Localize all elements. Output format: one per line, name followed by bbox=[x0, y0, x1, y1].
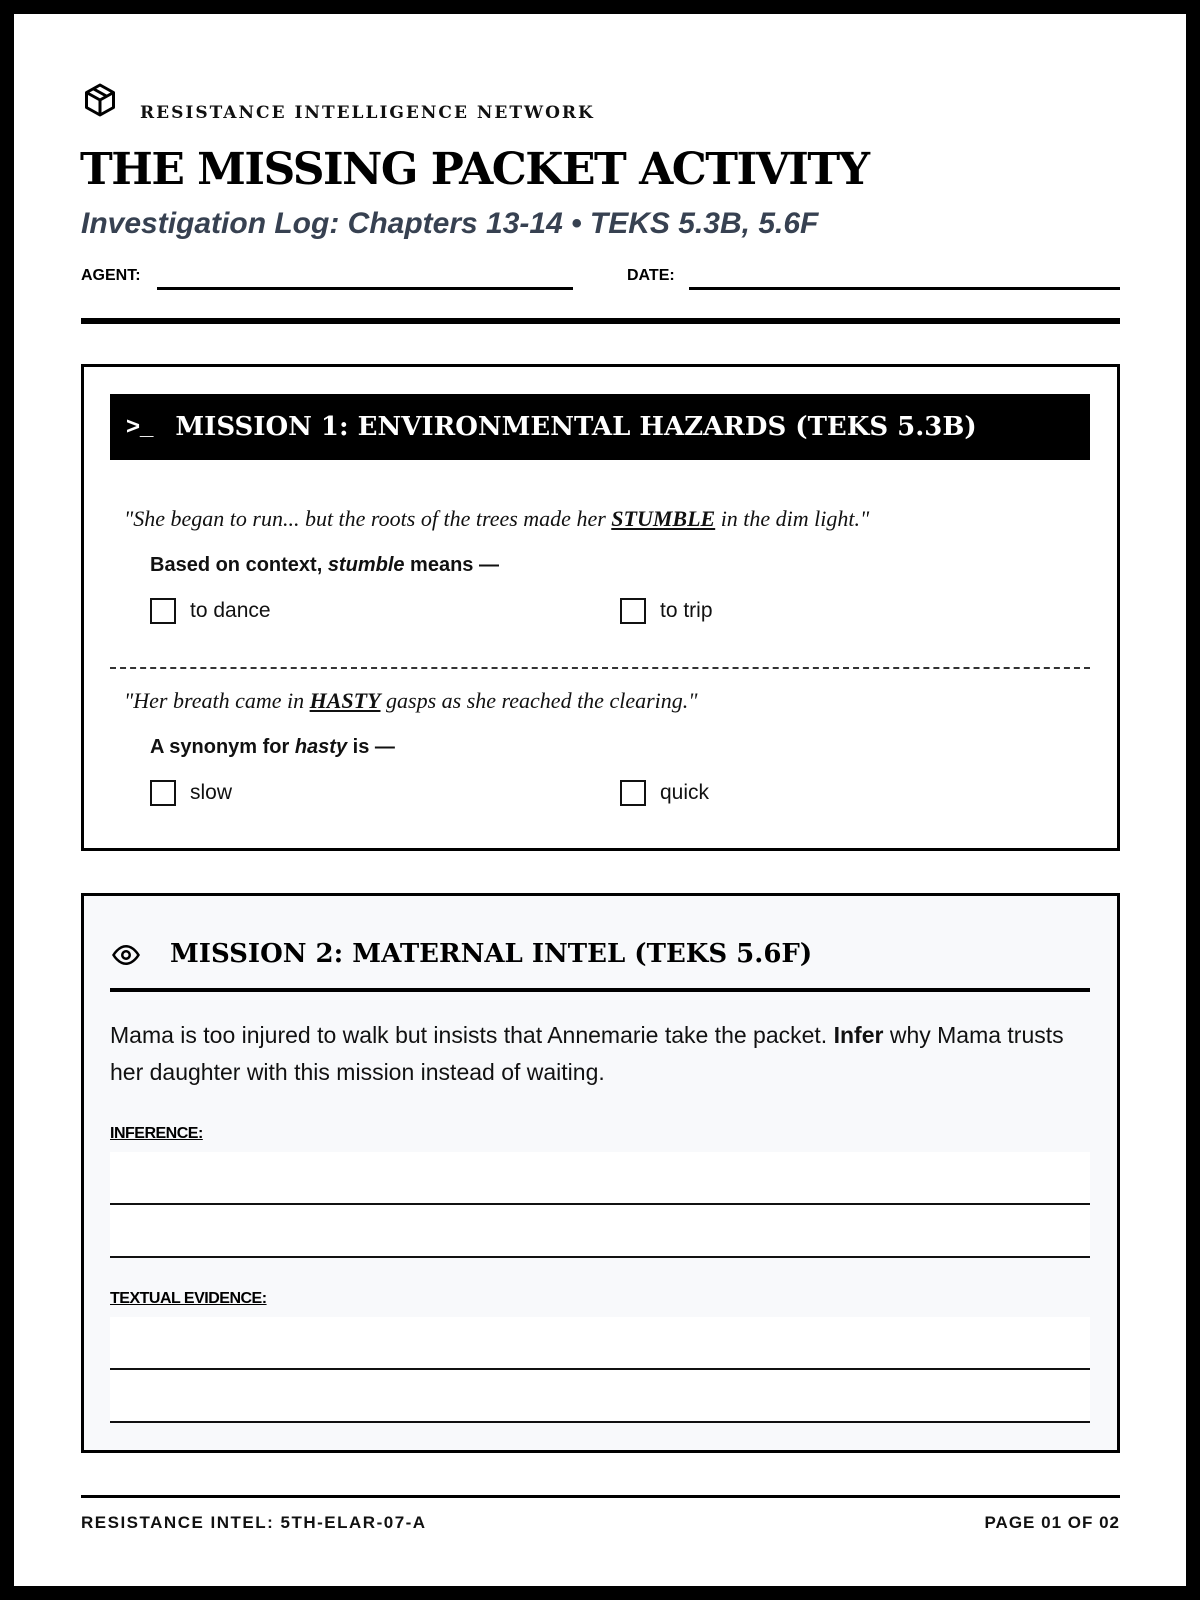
option-b[interactable] bbox=[620, 780, 709, 806]
prompt-word: hasty bbox=[294, 736, 348, 758]
writing-line[interactable] bbox=[110, 1370, 1090, 1423]
option-label: slow bbox=[190, 781, 233, 804]
writing-line[interactable] bbox=[110, 1317, 1090, 1370]
page-subtitle: Investigation Log: Chapters 13-14 • TEKS 5.3B, 5.6F bbox=[81, 207, 819, 240]
prompt-text: Based on context, bbox=[150, 554, 328, 576]
vocab-word: HASTY bbox=[309, 688, 381, 713]
quote-text: in the dim light." bbox=[715, 506, 870, 531]
mission1-header bbox=[110, 394, 1090, 460]
option-a[interactable] bbox=[150, 598, 271, 624]
vocab-word: STUMBLE bbox=[611, 506, 716, 531]
prompt-text: A synonym for bbox=[150, 736, 295, 758]
eye-icon bbox=[110, 940, 142, 970]
prompt-text: is — bbox=[347, 736, 395, 758]
option-label: to dance bbox=[190, 599, 271, 622]
writing-line[interactable] bbox=[110, 1205, 1090, 1258]
inference-field[interactable] bbox=[110, 1152, 1090, 1258]
quote-1 bbox=[124, 506, 869, 532]
page-title: THE MISSING PACKET ACTIVITY bbox=[80, 144, 869, 195]
mission1-title: MISSION 1: ENVIRONMENTAL HAZARDS (TEKS 5.3B) bbox=[175, 412, 977, 442]
header-divider bbox=[81, 318, 1120, 324]
checkbox[interactable] bbox=[620, 780, 646, 806]
quote-text: "Her breath came in bbox=[124, 688, 310, 713]
question-2 bbox=[150, 736, 395, 759]
prompt-text: Mama is too injured to walk but insists that Annemarie take the packet. bbox=[110, 1022, 834, 1048]
question-1 bbox=[150, 554, 499, 577]
agent-field[interactable] bbox=[157, 287, 573, 290]
date-label: DATE: bbox=[627, 267, 675, 284]
package-icon bbox=[82, 82, 118, 118]
mission2-prompt bbox=[110, 1017, 1090, 1091]
checkbox[interactable] bbox=[150, 598, 176, 624]
quote-text: "She began to run... but the roots of the trees made her bbox=[124, 506, 612, 531]
question-divider bbox=[110, 667, 1090, 669]
page-number: PAGE 01 OF 02 bbox=[984, 1513, 1120, 1532]
date-field[interactable] bbox=[689, 287, 1120, 290]
footer-divider bbox=[81, 1495, 1120, 1498]
checkbox[interactable] bbox=[150, 780, 176, 806]
mission2-divider bbox=[110, 988, 1090, 992]
writing-line[interactable] bbox=[110, 1152, 1090, 1205]
prompt-keyword: Infer bbox=[833, 1022, 884, 1048]
footer-code: RESISTANCE INTEL: 5TH-ELAR-07-A bbox=[81, 1513, 427, 1532]
inference-label: INFERENCE: bbox=[110, 1125, 203, 1142]
option-b[interactable] bbox=[620, 598, 713, 624]
prompt-text: means — bbox=[404, 554, 499, 576]
terminal-icon: >_ bbox=[126, 413, 154, 440]
worksheet-page bbox=[14, 14, 1186, 1586]
option-label: quick bbox=[660, 781, 710, 804]
evidence-field[interactable] bbox=[110, 1317, 1090, 1423]
quote-2 bbox=[124, 688, 698, 714]
prompt-word: stumble bbox=[327, 554, 405, 576]
checkbox[interactable] bbox=[620, 598, 646, 624]
network-name: RESISTANCE INTELLIGENCE NETWORK bbox=[140, 103, 595, 123]
option-label: to trip bbox=[660, 599, 713, 622]
agent-label: AGENT: bbox=[81, 267, 141, 284]
option-a[interactable] bbox=[150, 780, 232, 806]
mission2-title: MISSION 2: MATERNAL INTEL (TEKS 5.6F) bbox=[170, 939, 813, 969]
evidence-label: TEXTUAL EVIDENCE: bbox=[110, 1290, 267, 1307]
prompt-text: why Mama trusts her daughter with this mission instead of waiting. bbox=[110, 1022, 1064, 1085]
quote-text: gasps as she reached the clearing." bbox=[380, 688, 698, 713]
